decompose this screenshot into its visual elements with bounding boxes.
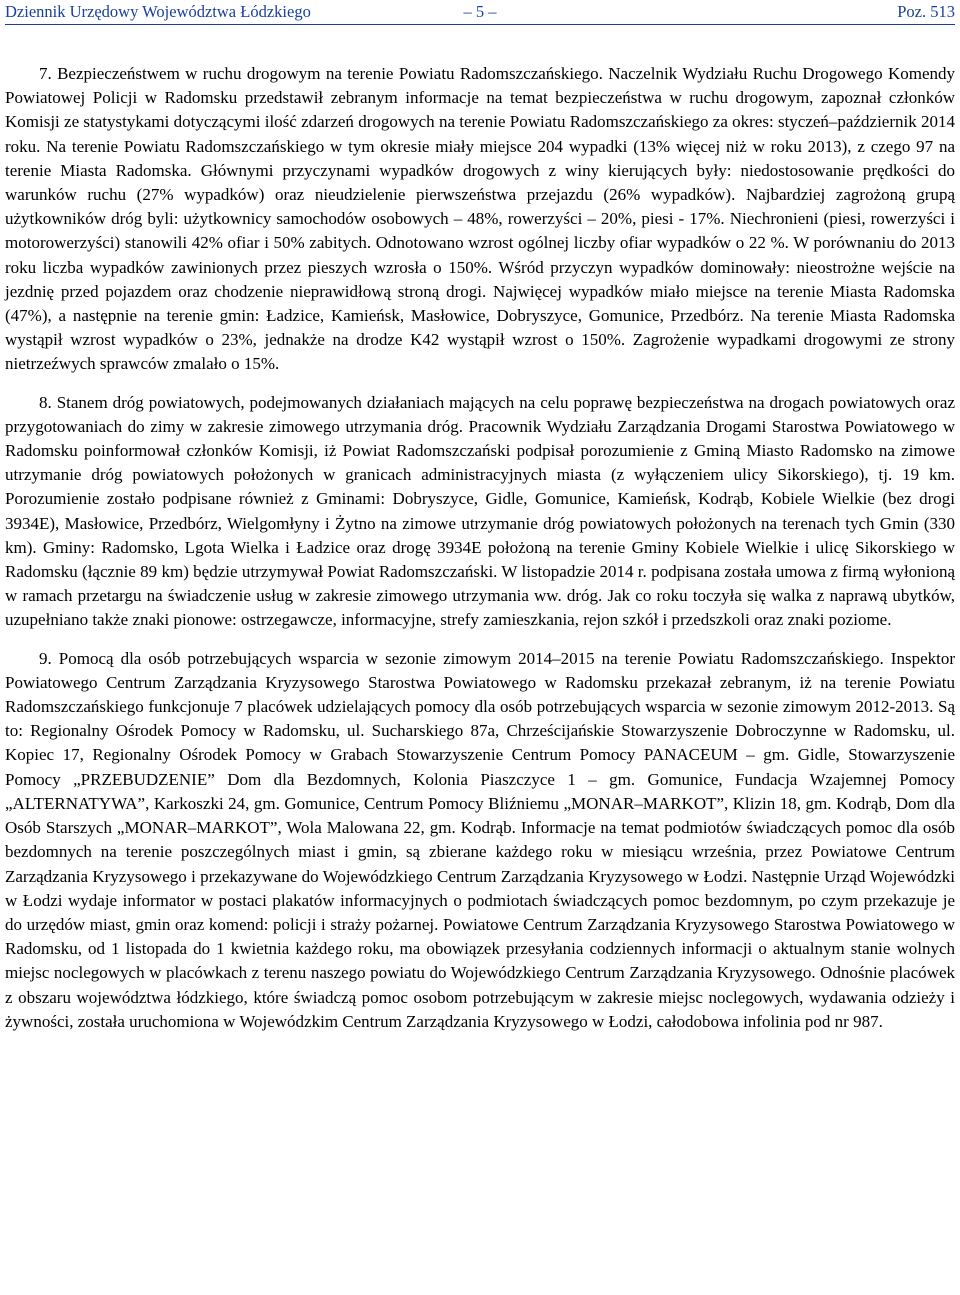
page-number: – 5 – <box>463 2 497 21</box>
paragraph-7-road-safety: 7. Bezpieczeństwem w ruchu drogowym na terenie Powiatu Radomszczańskiego. Naczelnik Wydziału Ruchu Drogowego Komendy Powiatowej Policji w Radomsku przedstawił zebranym informacje na temat bezpieczeństwa w ruchu drogowym, zapoznał członków Komisji ze statystykami dotyczącymi ilość zdarzeń drogowych na terenie Powiatu Radomszczańskiego za okres: styczeń–październik 2014 roku. Na terenie Powiatu Radomszczańskiego w tym okresie miały miejsce 204 wypadki (13% więcej niż w roku 2013), z czego 97 na terenie Miasta Radomska. Głównymi przyczynami wypadków drogowych z winy kierujących były: niedostosowanie prędkości do warunków ruchu (27% wypadków) oraz nieudzielenie pierwszeństwa przejazdu (26% wypadków). Najbardziej zagrożoną grupą użytkowników dróg byli: użytkownicy samochodów osobowych – 48%, rowerzyści – 20%, piesi - 17%. Niechronieni (piesi, rowerzyści i motorowerzyści) stanowili 42% ofiar i 50% zabitych. Odnotowano wzrost ogólnej liczby ofiar wypadków o 22 %. W porównaniu do 2013 roku liczba wypadków zawinionych przez pieszych wzrosła o 150%. Wśród przyczyn wypadków dominowały: nieostrożne wejście na jezdnię przed pojazdem oraz chodzenie nieprawidłową stroną drogi. Najwięcej wypadków miało miejsce na terenie Miasta Radomska (47%), a następnie na terenie gmin: Ładzice, Kamieńsk, Masłowice, Dobryszyce, Gomunice, Przedbórz. Na terenie Miasta Radomska wystąpił wzrost wypadków o 23%, jednakże na drodze K42 wystąpił wzrost o 150%. Zagrożenie wypadkami drogowymi ze strony nietrzeźwych sprawców zmalało o 15%. <box>5 64 955 374</box>
journal-title: Dziennik Urzędowy Województwa Łódzkiego <box>5 2 311 21</box>
paragraph-9-winter-assistance: 9. Pomocą dla osób potrzebujących wsparcia w sezonie zimowym 2014–2015 na terenie Powiatu Radomszczańskiego. Inspektor Powiatowego Centrum Zarządzania Kryzysowego Starostwa Powiatowego w Radomsku przekazał zebranym, iż na terenie Powiatu Radomszczańskiego funkcjonuje 7 placówek udzielających pomocy dla osób potrzebujących wsparcia w sezonie zimowym 2012-2013. Są to: Regionalny Ośrodek Pomocy w Radomsku, ul. Sucharskiego 87a, Chrześcijańskie Stowarzyszenie Dobroczynne w Radomsku, ul. Kopiec 17, Regionalny Ośrodek Pomocy w Grabach Stowarzyszenie Centrum Pomocy PANACEUM – gm. Gidle, Stowarzyszenie Pomocy „PRZEBUDZENIE” Dom dla Bezdomnych, Kolonia Piaszczyce 1 – gm. Gomunice, Fundacja Wzajemnej Pomocy „ALTERNATYWA”, Karkoszki 24, gm. Gomunice, Centrum Pomocy Bliźniemu „MONAR–MARKOT”, Klizin 18, gm. Kodrąb, Dom dla Osób Starszych „MONAR–MARKOT”, Wola Malowana 22, gm. Kodrąb. Informacje na temat podmiotów świadczących pomoc dla osób bezdomnych na terenie poszczególnych miast i gmin, są zbierane każdego roku w miesiącu września, przez Powiatowe Centrum Zarządzania Kryzysowego i przekazywane do Wojewódzkiego Centrum Zarządzania Kryzysowego w Łodzi. Następnie Urząd Wojewódzki w Łodzi wydaje informator w postaci plakatów informacyjnych o podmiotach świadczących pomoc bezdomnym, po czym przekazuje je do urzędów miast, gmin oraz komend: policji i straży pożarnej. Powiatowe Centrum Zarządzania Kryzysowego Starostwa Powiatowego w Radomsku, od 1 listopada do 1 kwietnia każdego roku, ma obowiązek przesyłania codziennych informacji o aktualnym stanie wolnych miejsc noclegowych w placówkach z terenu naszego powiatu do Wojewódzkiego Centrum Zarządzania Kryzysowego. Odnośnie placówek z obszaru województwa łódzkiego, które świadczą pomoc osobom potrzebującym w zakresie miejsc noclegowych, wydawania odzieży i żywności, została uruchomiona w Wojewódzkim Centrum Zarządzania Kryzysowego w Łodzi, całodobowa infolinia pod nr 987. <box>5 648 955 1031</box>
document-body <box>5 62 955 1034</box>
position-number: Poz. 513 <box>897 2 955 21</box>
document-page <box>5 0 955 1295</box>
paragraph-8-county-roads: 8. Stanem dróg powiatowych, podejmowanych działaniach mających na celu poprawę bezpieczeństwa na drogach powiatowych oraz przygotowaniach do zimy w zakresie zimowego utrzymania dróg. Pracownik Wydziału Zarządzania Drogami Starostwa Powiatowego w Radomsku poinformował członków Komisji, iż Powiat Radomszczański podpisał porozumienie z Gminą Miasto Radomsko na zimowe utrzymanie dróg powiatowych położonych w granicach administracyjnych miasta (z wyłączeniem ulicy Sikorskiego), tj. 19 km. Porozumienie zostało podpisane również z Gminami: Dobryszyce, Gidle, Gomunice, Kamieńsk, Kodrąb, Kobiele Wielkie (bez drogi 3934E), Masłowice, Przedbórz, Wielgomłyny i Żytno na zimowe utrzymanie dróg powiatowych położonych na terenach tych Gmin (330 km). Gminy: Radomsko, Lgota Wielka i Ładzice oraz drogę 3934E położoną na terenie Gminy Kobiele Wielkie i ulicę Sikorskiego w Radomsku (łącznie 89 km) będzie utrzymywał Powiat Radomszczański. W listopadzie 2014 r. podpisana została umowa z firmą wyłonioną w ramach przetargu na świadczenie usług w zakresie zimowego utrzymania ww. dróg. Jak co roku toczyła się walka z naprawą ubytków, uzupełniano także znaki pionowe: ostrzegawcze, informacyjne, strefy zamieszkania, rejon szkół i przedszkoli oraz znaki poziome. <box>5 392 955 630</box>
running-header <box>5 2 955 25</box>
